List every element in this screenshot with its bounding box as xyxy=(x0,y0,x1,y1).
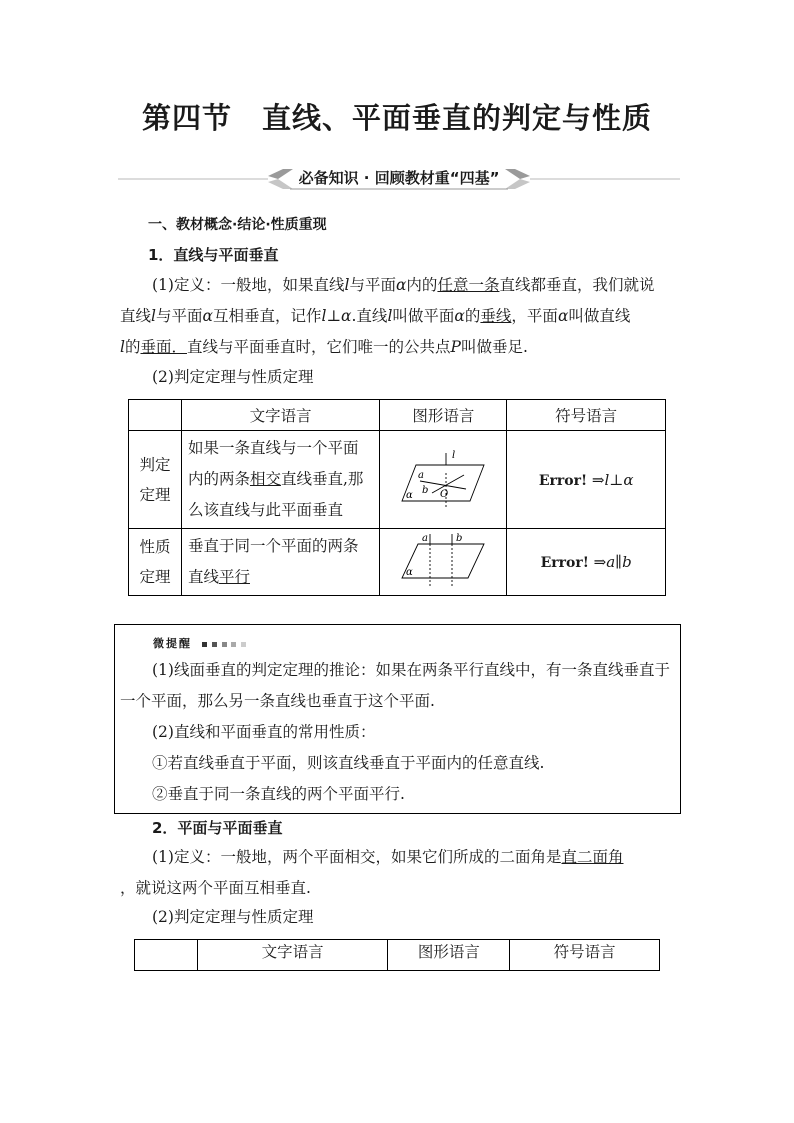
table-header-row xyxy=(129,400,666,431)
table-header-cell: 图形语言 xyxy=(388,940,510,971)
subsection-heading-2: 2．平面与平面垂直 xyxy=(152,819,283,837)
table-row xyxy=(129,431,666,529)
banner-text: 必备知识 · 回顾教材重“四基” xyxy=(298,169,500,187)
definition-line-plane: (1)定义：一般地，如果直线l与平面α内的任意一条直线都垂直，我们就说 直线l与平面α互相垂直，记作l⊥α.直线l叫做平面α的垂线，平面α叫做直线 l的垂面．直线与平面垂直时，它们唯一的公共点P叫做垂足. xyxy=(120,276,655,356)
svg-text:b: b xyxy=(422,484,429,496)
table-header-row xyxy=(135,940,660,971)
svg-text:b: b xyxy=(456,533,463,544)
tip-box xyxy=(114,624,681,814)
table-header-cell xyxy=(129,400,182,431)
tip-paragraph: ②垂直于同一条直线的两个平面平行. xyxy=(152,785,405,803)
tip-paragraph: (1)线面垂直的判定定理的推论：如果在两条平行直线中，有一条直线垂直于一个平面，那么另一条直线也垂直于这个平面. xyxy=(120,661,670,710)
table-header-cell: 文字语言 xyxy=(197,940,388,971)
svg-text:O: O xyxy=(440,488,449,500)
row-label: 判定定理 xyxy=(129,431,182,529)
section-banner xyxy=(118,166,680,192)
theorem-heading-1: (2)判定定理与性质定理 xyxy=(152,368,314,386)
svg-text:l: l xyxy=(452,449,456,461)
text-language-cell: 如果一条直线与一个平面内的两条相交直线垂直,那么该直线与此平面垂直 xyxy=(181,431,379,529)
theorem-table-1 xyxy=(128,399,666,596)
tip-paragraph: (2)直线和平面垂直的常用性质： xyxy=(152,723,376,741)
theorem-heading-2: (2)判定定理与性质定理 xyxy=(152,908,314,926)
svg-text:α: α xyxy=(406,567,414,578)
table-row xyxy=(129,529,666,596)
line-perpendicular-plane-figure xyxy=(388,443,498,513)
symbol-language-cell: Error! ⇒a∥b xyxy=(507,529,666,596)
tip-paragraph: ①若直线垂直于平面，则该直线垂直于平面内的任意直线. xyxy=(152,754,545,772)
page-title: 第四节 直线、平面垂直的判定与性质 xyxy=(141,101,652,135)
theorem-table-2 xyxy=(134,939,660,971)
tip-dots-icon xyxy=(202,637,246,650)
symbol-language-cell: Error! ⇒l⊥α xyxy=(507,431,666,529)
table-header-cell: 文字语言 xyxy=(181,400,379,431)
row-label: 性质定理 xyxy=(129,529,182,596)
svg-text:α: α xyxy=(406,489,414,501)
table-header-cell: 符号语言 xyxy=(507,400,666,431)
subsection-heading-1: 1．直线与平面垂直 xyxy=(148,246,279,264)
table-header-cell: 图形语言 xyxy=(380,400,507,431)
section-heading-1: 一、教材概念·结论·性质重现 xyxy=(148,217,327,233)
text-language-cell: 垂直于同一个平面的两条直线平行 xyxy=(181,529,379,596)
definition-plane-plane: (1)定义：一般地，两个平面相交，如果它们所成的二面角是直二面角 ，就说这两个平面互相垂直. xyxy=(120,848,624,897)
table-header-cell xyxy=(135,940,198,971)
figure-cell xyxy=(380,431,507,529)
parallel-lines-plane-figure xyxy=(388,530,498,590)
figure-cell xyxy=(380,529,507,596)
tip-title: 微提醒 xyxy=(153,635,246,651)
svg-text:a: a xyxy=(418,469,425,481)
svg-text:a: a xyxy=(422,533,429,544)
table-header-cell: 符号语言 xyxy=(510,940,660,971)
